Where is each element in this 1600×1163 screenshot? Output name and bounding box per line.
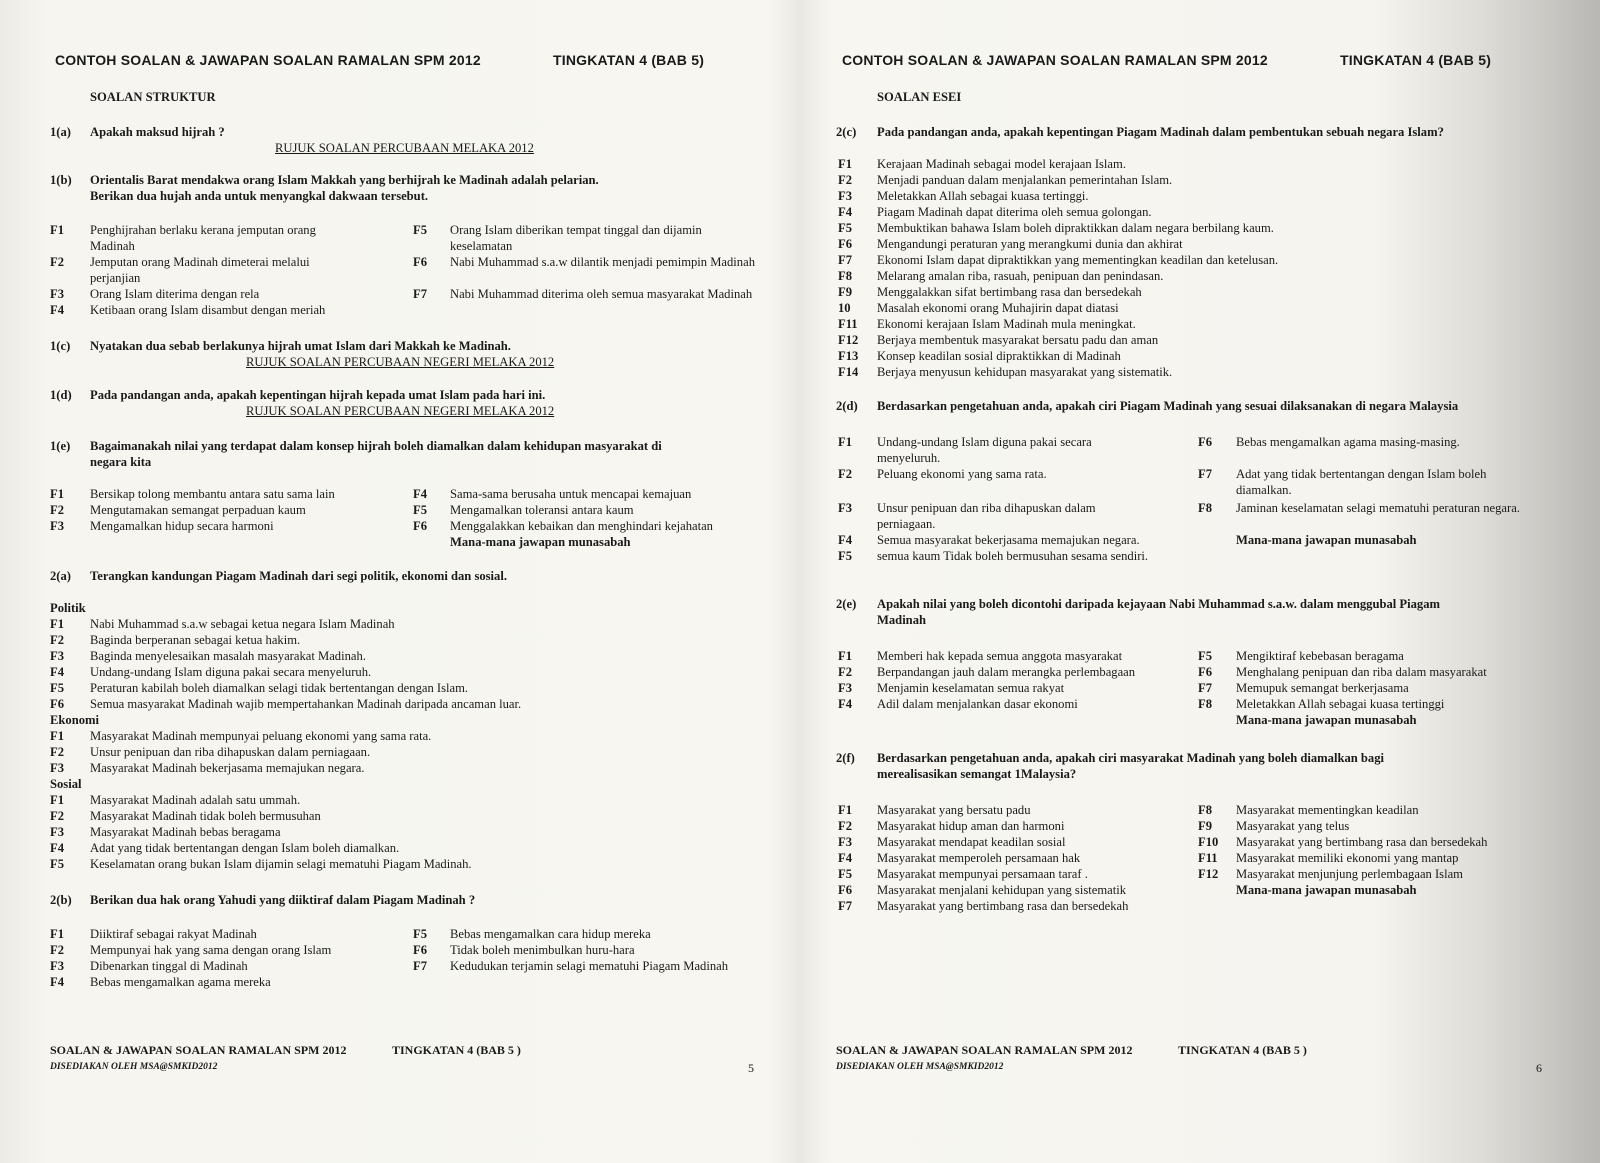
q1b-key: F7 xyxy=(413,287,427,301)
sosial-answer: Masyarakat Madinah bebas beragama xyxy=(90,825,281,839)
q2e-answer: Adil dalam menjalankan dasar ekonomi xyxy=(877,697,1078,711)
q2f-key: F2 xyxy=(838,819,852,833)
q1e-num: 1(e) xyxy=(50,439,71,453)
right-page xyxy=(800,0,1600,1163)
q1b-answer: Ketibaan orang Islam disambut dengan meriah xyxy=(90,303,326,317)
q2e-key: F8 xyxy=(1198,697,1212,711)
q2b-key: F5 xyxy=(413,927,427,941)
q1e-key: F1 xyxy=(50,487,64,501)
q1e-answer: Mengamalkan toleransi antara kaum xyxy=(450,503,634,517)
q2c-key: F1 xyxy=(838,157,852,171)
q2d-answer: Bebas mengamalkan agama masing-masing. xyxy=(1236,435,1460,449)
q2c-key: F6 xyxy=(838,237,852,251)
q2c-key: F13 xyxy=(838,349,859,363)
q2d-key: F7 xyxy=(1198,467,1212,481)
q2c-key: F11 xyxy=(838,317,858,331)
q1e-key: F6 xyxy=(413,519,427,533)
q1e-answer: Menggalakkan kebaikan dan menghindari kejahatan xyxy=(450,519,713,533)
q2c-answer: Menjadi panduan dalam menjalankan pemerintahan Islam. xyxy=(877,173,1173,187)
q2d-answer: Peluang ekonomi yang sama rata. xyxy=(877,467,1047,481)
q2c-answer: Membuktikan bahawa Islam boleh dipraktikkan dalam negara berbilang kaum. xyxy=(877,221,1274,235)
q2f-text1: Berdasarkan pengetahuan anda, apakah ciri masyarakat Madinah yang boleh diamalkan bagi xyxy=(877,751,1385,765)
q2d-key: F8 xyxy=(1198,501,1212,515)
q1e-answer: Sama-sama berusaha untuk mencapai kemajuan xyxy=(450,487,692,501)
q2e-answer: Meletakkan Allah sebagai kuasa tertinggi xyxy=(1236,697,1445,711)
q2f-answer: Masyarakat yang telus xyxy=(1236,819,1350,833)
q1e-key: F5 xyxy=(413,503,427,517)
q1b-key: F3 xyxy=(50,287,64,301)
q2c-num: 2(c) xyxy=(836,125,857,139)
q2e-text2: Madinah xyxy=(877,613,926,627)
ekonomi-key: F3 xyxy=(50,761,64,775)
left-header-title: CONTOH SOALAN & JAWAPAN SOALAN RAMALAN SPM 2012 xyxy=(55,52,481,68)
sosial-key: F1 xyxy=(50,793,64,807)
sosial-answer: Adat yang tidak bertentangan dengan Islam boleh diamalkan. xyxy=(90,841,400,855)
q1b-text1: Orientalis Barat mendakwa orang Islam Makkah yang berhijrah ke Madinah adalah pelarian. xyxy=(90,173,599,187)
q2e-answer: Memupuk semangat berkerjasama xyxy=(1236,681,1409,695)
left-footer-credit: DISEDIAKAN OLEH MSA@SMKID2012 xyxy=(50,1062,218,1072)
q2c-key: 10 xyxy=(838,301,851,315)
q1c-text: Nyatakan dua sebab berlakunya hijrah umat Islam dari Makkah ke Madinah. xyxy=(90,339,511,353)
q2f-key: F5 xyxy=(838,867,852,881)
q2c-answer: Ekonomi Islam dapat dipraktikkan yang mementingkan keadilan dan ketelusan. xyxy=(877,253,1279,267)
politik-key: F6 xyxy=(50,697,64,711)
q2d-answer: Unsur penipuan dan riba dihapuskan dalam perniagaan. xyxy=(877,501,1096,532)
q1b-key: F5 xyxy=(413,223,427,237)
q2e-answer: Mengiktiraf kebebasan beragama xyxy=(1236,649,1404,663)
q1b-answer: Nabi Muhammad s.a.w dilantik menjadi pemimpin Madinah xyxy=(450,255,755,269)
q1e-answer: Mengamalkan hidup secara harmoni xyxy=(90,519,274,533)
q1c-ref: RUJUK SOALAN PERCUBAAN NEGERI MELAKA 2012 xyxy=(246,355,555,369)
politik-answer: Baginda menyelesaikan masalah masyarakat Madinah. xyxy=(90,649,366,663)
q2c-answer: Ekonomi kerajaan Islam Madinah mula meningkat. xyxy=(877,317,1136,331)
q2b-key: F6 xyxy=(413,943,427,957)
politik-answer: Baginda berperanan sebagai ketua hakim. xyxy=(90,633,301,647)
right-section-title: SOALAN ESEI xyxy=(877,90,962,104)
politik-label: Politik xyxy=(50,601,86,615)
q2c-answer: Konsep keadilan sosial dipraktikkan di Madinah xyxy=(877,349,1121,363)
q2d-key: F6 xyxy=(1198,435,1212,449)
left-footer-title: SOALAN & JAWAPAN SOALAN RAMALAN SPM 2012 xyxy=(50,1043,347,1057)
ekonomi-answer: Masyarakat Madinah mempunyai peluang ekonomi yang sama rata. xyxy=(90,729,432,743)
q1e-answer: Bersikap tolong membantu antara satu sama lain xyxy=(90,487,335,501)
q2c-key: F8 xyxy=(838,269,852,283)
right-header-right: TINGKATAN 4 (BAB 5) xyxy=(1340,52,1492,68)
q2f-answer: Masyarakat mendapat keadilan sosial xyxy=(877,835,1066,849)
q2d-answer: Undang-undang Islam diguna pakai secara menyeluruh. xyxy=(877,435,1092,466)
sosial-label: Sosial xyxy=(50,777,82,791)
politik-key: F1 xyxy=(50,617,64,631)
q2b-answer: Bebas mengamalkan cara hidup mereka xyxy=(450,927,651,941)
left-footer-right: TINGKATAN 4 (BAB 5 ) xyxy=(392,1043,521,1057)
q2f-key: F3 xyxy=(838,835,852,849)
q1c-num: 1(c) xyxy=(50,339,71,353)
q2d-answer: semua kaum Tidak boleh bermusuhan sesama sendiri. xyxy=(877,549,1149,563)
q2c-answer: Melarang amalan riba, rasuah, penipuan dan penindasan. xyxy=(877,269,1164,283)
q1b-key: F6 xyxy=(413,255,427,269)
q2f-num: 2(f) xyxy=(836,751,855,765)
q2f-answer: Masyarakat mementingkan keadilan xyxy=(1236,803,1419,817)
q2b-answer: Kedudukan terjamin selagi mematuhi Piagam Madinah xyxy=(450,959,729,973)
q2c-answer: Berjaya menyusun kehidupan masyarakat yang sistematik. xyxy=(877,365,1173,379)
right-footer-title: SOALAN & JAWAPAN SOALAN RAMALAN SPM 2012 xyxy=(836,1043,1133,1057)
q1e-answer: Mengutamakan semangat perpaduan kaum xyxy=(90,503,306,517)
q2b-answer: Tidak boleh menimbulkan huru-hara xyxy=(450,943,635,957)
q2d-answer: Adat yang tidak bertentangan dengan Islam boleh diamalkan. xyxy=(1236,467,1487,498)
q2d-key: F3 xyxy=(838,501,852,515)
q2d-key: F5 xyxy=(838,549,852,563)
q2f-key: F10 xyxy=(1198,835,1219,849)
q2e-key: F3 xyxy=(838,681,852,695)
q2e-num: 2(e) xyxy=(836,597,857,611)
sosial-key: F5 xyxy=(50,857,64,871)
q2f-answer: Masyarakat yang bersatu padu xyxy=(877,803,1031,817)
q2c-answer: Menggalakkan sifat bertimbang rasa dan bersedekah xyxy=(877,285,1142,299)
q2b-num: 2(b) xyxy=(50,893,72,907)
ekonomi-key: F2 xyxy=(50,745,64,759)
right-footer-right: TINGKATAN 4 (BAB 5 ) xyxy=(1178,1043,1307,1057)
q2f-key: F6 xyxy=(838,883,852,897)
munasabah-note: Mana-mana jawapan munasabah xyxy=(1236,713,1417,727)
sosial-answer: Masyarakat Madinah tidak boleh bermusuhan xyxy=(90,809,321,823)
q1e-key: F4 xyxy=(413,487,427,501)
q2c-key: F12 xyxy=(838,333,859,347)
q1a-text: Apakah maksud hijrah ? xyxy=(90,125,225,139)
q1b-answer: Orang Islam diberikan tempat tinggal dan dijamin keselamatan xyxy=(450,223,702,254)
q2b-key: F7 xyxy=(413,959,427,973)
q2b-answer: Diiktiraf sebagai rakyat Madinah xyxy=(90,927,257,941)
q1b-key: F4 xyxy=(50,303,64,317)
q1e-key: F2 xyxy=(50,503,64,517)
q2f-key: F9 xyxy=(1198,819,1212,833)
q2e-answer: Memberi hak kepada semua anggota masyarakat xyxy=(877,649,1123,663)
left-page xyxy=(0,0,790,1163)
q2b-key: F1 xyxy=(50,927,64,941)
q2f-answer: Masyarakat menjunjung perlembagaan Islam xyxy=(1236,867,1463,881)
q2d-answer: Jaminan keselamatan selagi mematuhi peraturan negara. xyxy=(1236,501,1520,515)
q2d-text: Berdasarkan pengetahuan anda, apakah ciri Piagam Madinah yang sesuai dilaksanakan di negara Malaysia xyxy=(877,399,1459,413)
q2c-answer: Mengandungi peraturan yang merangkumi dunia dan akhirat xyxy=(877,237,1183,251)
politik-answer: Semua masyarakat Madinah wajib mempertahankan Madinah daripada ancaman luar. xyxy=(90,697,522,711)
right-page-number: 6 xyxy=(1536,1061,1542,1075)
q1b-num: 1(b) xyxy=(50,173,72,187)
q2b-key: F3 xyxy=(50,959,64,973)
q1d-ref: RUJUK SOALAN PERCUBAAN NEGERI MELAKA 2012 xyxy=(246,404,555,418)
munasabah-note: Mana-mana jawapan munasabah xyxy=(450,535,631,549)
q2c-key: F5 xyxy=(838,221,852,235)
q2e-text1: Apakah nilai yang boleh dicontohi daripada kejayaan Nabi Muhammad s.a.w. dalam menggubal Piagam xyxy=(877,597,1440,611)
ekonomi-answer: Masyarakat Madinah bekerjasama memajukan negara. xyxy=(90,761,365,775)
sosial-key: F3 xyxy=(50,825,64,839)
q2d-key: F1 xyxy=(838,435,852,449)
munasabah-note: Mana-mana jawapan munasabah xyxy=(1236,533,1417,547)
q1b-answer: Nabi Muhammad diterima oleh semua masyarakat Madinah xyxy=(450,287,753,301)
q2b-answer: Dibenarkan tinggal di Madinah xyxy=(90,959,248,973)
q2a-num: 2(a) xyxy=(50,569,71,583)
sosial-answer: Masyarakat Madinah adalah satu ummah. xyxy=(90,793,301,807)
q2e-key: F7 xyxy=(1198,681,1212,695)
q2f-key: F7 xyxy=(838,899,852,913)
q1d-num: 1(d) xyxy=(50,388,72,402)
q2f-key: F12 xyxy=(1198,867,1219,881)
q2c-answer: Piagam Madinah dapat diterima oleh semua golongan. xyxy=(877,205,1152,219)
q2c-answer: Berjaya membentuk masyarakat bersatu padu dan aman xyxy=(877,333,1159,347)
q2d-key: F2 xyxy=(838,467,852,481)
right-footer-credit: DISEDIAKAN OLEH MSA@SMKID2012 xyxy=(836,1062,1004,1072)
q2a-text: Terangkan kandungan Piagam Madinah dari segi politik, ekonomi dan sosial. xyxy=(90,569,507,583)
left-section-title: SOALAN STRUKTUR xyxy=(90,90,216,104)
q1b-key: F1 xyxy=(50,223,64,237)
q2c-text: Pada pandangan anda, apakah kepentingan Piagam Madinah dalam pembentukan sebuah negara Islam? xyxy=(877,125,1444,139)
q2f-answer: Masyarakat memiliki ekonomi yang mantap xyxy=(1236,851,1459,865)
q2c-key: F14 xyxy=(838,365,859,379)
q2c-answer: Meletakkan Allah sebagai kuasa tertinggi. xyxy=(877,189,1089,203)
q2b-text: Berikan dua hak orang Yahudi yang diiktiraf dalam Piagam Madinah ? xyxy=(90,893,476,907)
politik-key: F3 xyxy=(50,649,64,663)
ekonomi-label: Ekonomi xyxy=(50,713,99,727)
q1b-key: F2 xyxy=(50,255,64,269)
right-header-title: CONTOH SOALAN & JAWAPAN SOALAN RAMALAN SPM 2012 xyxy=(842,52,1268,68)
q1e-key: F3 xyxy=(50,519,64,533)
q2c-answer: Kerajaan Madinah sebagai model kerajaan Islam. xyxy=(877,157,1126,171)
q1a-ref: RUJUK SOALAN PERCUBAAN MELAKA 2012 xyxy=(275,141,534,155)
q2c-key: F4 xyxy=(838,205,852,219)
politik-key: F4 xyxy=(50,665,64,679)
q2b-key: F2 xyxy=(50,943,64,957)
q1b-answer: Penghijrahan berlaku kerana jemputan orang Madinah xyxy=(90,223,316,254)
politik-answer: Peraturan kabilah boleh diamalkan selagi tidak bertentangan dengan Islam. xyxy=(90,681,469,695)
q2b-key: F4 xyxy=(50,975,64,989)
q2f-answer: Masyarakat yang bertimbang rasa dan bersedekah xyxy=(877,899,1129,913)
q2e-key: F5 xyxy=(1198,649,1212,663)
q2c-answer: Masalah ekonomi orang Muhajirin dapat diatasi xyxy=(877,301,1119,315)
q2c-key: F2 xyxy=(838,173,852,187)
q2f-answer: Masyarakat hidup aman dan harmoni xyxy=(877,819,1065,833)
left-page-number: 5 xyxy=(748,1061,754,1075)
ekonomi-key: F1 xyxy=(50,729,64,743)
q2f-key: F4 xyxy=(838,851,852,865)
q2d-key: F4 xyxy=(838,533,852,547)
q2f-key: F1 xyxy=(838,803,852,817)
q2c-key: F9 xyxy=(838,285,852,299)
q1d-text: Pada pandangan anda, apakah kepentingan hijrah kepada umat Islam pada hari ini. xyxy=(90,388,546,402)
ekonomi-answer: Unsur penipuan dan riba dihapuskan dalam perniagaan. xyxy=(90,745,371,759)
q2e-answer: Menjamin keselamatan semua rakyat xyxy=(877,681,1065,695)
sosial-key: F4 xyxy=(50,841,64,855)
q2b-answer: Bebas mengamalkan agama mereka xyxy=(90,975,271,989)
q2f-key: F8 xyxy=(1198,803,1212,817)
q2f-key: F11 xyxy=(1198,851,1218,865)
q1a-num: 1(a) xyxy=(50,125,71,139)
q2e-key: F1 xyxy=(838,649,852,663)
q1e-text2: negara kita xyxy=(90,455,152,469)
q2e-answer: Berpandangan jauh dalam merangka perlembagaan xyxy=(877,665,1136,679)
q2e-answer: Menghalang penipuan dan riba dalam masyarakat xyxy=(1236,665,1487,679)
politik-key: F5 xyxy=(50,681,64,695)
munasabah-note: Mana-mana jawapan munasabah xyxy=(1236,883,1417,897)
politik-key: F2 xyxy=(50,633,64,647)
q1e-text1: Bagaimanakah nilai yang terdapat dalam konsep hijrah boleh diamalkan dalam kehidupan masyarakat di xyxy=(90,439,662,453)
q2e-key: F4 xyxy=(838,697,852,711)
q2d-num: 2(d) xyxy=(836,399,858,413)
q2f-answer: Masyarakat yang bertimbang rasa dan bersedekah xyxy=(1236,835,1488,849)
q2f-answer: Masyarakat menjalani kehidupan yang sistematik xyxy=(877,883,1127,897)
q2b-answer: Mempunyai hak yang sama dengan orang Islam xyxy=(90,943,332,957)
q1b-text2: Berikan dua hujah anda untuk menyangkal dakwaan tersebut. xyxy=(90,189,429,203)
politik-answer: Undang-undang Islam diguna pakai secara menyeluruh. xyxy=(90,665,372,679)
q2f-answer: Masyarakat mempunyai persamaan taraf . xyxy=(877,867,1088,881)
q2e-key: F2 xyxy=(838,665,852,679)
q2e-key: F6 xyxy=(1198,665,1212,679)
q2c-key: F3 xyxy=(838,189,852,203)
q2f-text2: merealisasikan semangat 1Malaysia? xyxy=(877,767,1077,781)
q2f-answer: Masyarakat memperoleh persamaan hak xyxy=(877,851,1081,865)
q2c-key: F7 xyxy=(838,253,852,267)
sosial-answer: Keselamatan orang bukan Islam dijamin selagi mematuhi Piagam Madinah. xyxy=(90,857,472,871)
q2d-answer: Semua masyarakat bekerjasama memajukan negara. xyxy=(877,533,1140,547)
q1b-answer: Orang Islam diterima dengan rela xyxy=(90,287,260,301)
politik-answer: Nabi Muhammad s.a.w sebagai ketua negara Islam Madinah xyxy=(90,617,395,631)
left-header-right: TINGKATAN 4 (BAB 5) xyxy=(553,52,705,68)
q1b-answer: Jemputan orang Madinah dimeterai melalui perjanjian xyxy=(90,255,310,286)
sosial-key: F2 xyxy=(50,809,64,823)
